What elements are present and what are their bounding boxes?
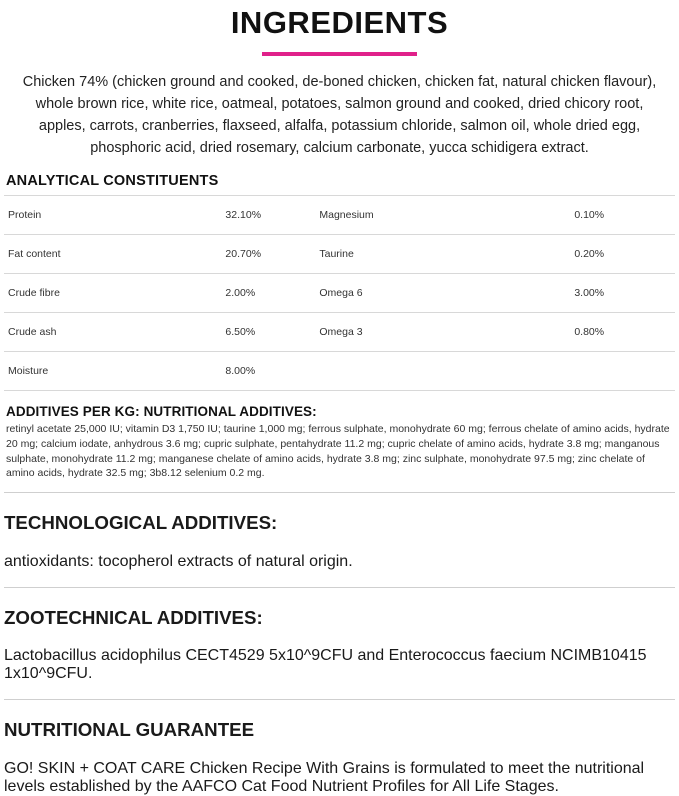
zootechnical-additives-block — [4, 607, 675, 684]
constituent-value: 2.00% — [225, 273, 319, 312]
constituent-name: Taurine — [319, 234, 574, 273]
constituent-name: Crude fibre — [4, 273, 225, 312]
nutritional-guarantee-heading: NUTRITIONAL GUARANTEE — [4, 718, 255, 740]
nutritional-guarantee-block — [4, 719, 675, 796]
constituent-value — [574, 351, 675, 390]
zootechnical-additives-text: Lactobacillus acidophilus CECT4529 5x10^9CFU and Enterococcus faecium NCIMB10415 1x10^9CFU. — [4, 647, 647, 683]
table-row — [4, 312, 675, 351]
constituent-value: 0.10% — [574, 195, 675, 234]
zootechnical-additives-heading: ZOOTECHNICAL ADDITIVES: — [4, 606, 263, 628]
constituent-name — [319, 351, 574, 390]
constituent-name: Protein — [4, 195, 225, 234]
technological-additives-heading: TECHNOLOGICAL ADDITIVES: — [4, 512, 278, 534]
table-row — [4, 273, 675, 312]
technological-additives-text: antioxidants: tocopherol extracts of natural origin. — [4, 552, 353, 570]
ingredients-paragraph: Chicken 74% (chicken ground and cooked, de-boned chicken, chicken fat, natural chicken flavour), whole brown rice, white rice, oatmeal, potatoes, salmon ground and cooked, dried chicory root, apples, carrots, cranberries, flaxseed, alfalfa, potassium chloride, salmon oil, whole dried egg, phosphoric acid, dried rosemary, calcium carbonate, yucca schidigera extract. — [22, 73, 657, 156]
table-row — [4, 234, 675, 273]
constituent-value: 6.50% — [225, 312, 319, 351]
nutritional-additives-block — [4, 404, 675, 482]
page-title: INGREDIENTS — [230, 5, 449, 40]
constituent-name: Omega 6 — [319, 273, 574, 312]
technological-additives-block — [4, 512, 675, 571]
table-row — [4, 195, 675, 234]
constituent-name: Magnesium — [319, 195, 574, 234]
title-underline-rule — [262, 52, 417, 56]
product-info-page — [0, 5, 679, 795]
section-divider — [4, 699, 675, 700]
section-divider — [4, 492, 675, 493]
constituent-value: 32.10% — [225, 195, 319, 234]
nutritional-additives-text: retinyl acetate 25,000 IU; vitamin D3 1,750 IU; taurine 1,000 mg; ferrous sulphate, monohydrate 60 mg; ferrous chelate of amino acids, hydrate 20 mg; calcium iodate, anhydrous 3.6 mg; cupric sulphate, pentahydrate 11.2 mg; cupric chelate of amino acids, hydrate 3.8 mg; manganous sulphate, monohydrate 11.2 mg; manganese chelate of amino acids, hydrate 3.8 mg; zinc sulphate, monohydrate 97.5 mg; zinc chelate of amino acids, hydrate 32.5 mg; 3b8.12 selenium 0.2 mg. — [6, 422, 670, 480]
constituent-value: 20.70% — [225, 234, 319, 273]
nutritional-additives-heading: ADDITIVES PER KG: NUTRITIONAL ADDITIVES: — [6, 403, 317, 419]
nutritional-guarantee-text: GO! SKIN + COAT CARE Chicken Recipe With Grains is formulated to meet the nutritional levels established by the AAFCO Cat Food Nutrient Profiles for All Life Stages. — [4, 759, 645, 795]
section-divider — [4, 587, 675, 588]
constituent-value: 0.80% — [574, 312, 675, 351]
constituent-value: 8.00% — [225, 351, 319, 390]
analytical-constituents-heading: ANALYTICAL CONSTITUENTS — [6, 172, 219, 189]
constituent-name: Moisture — [4, 351, 225, 390]
analytical-constituents-table — [4, 195, 675, 391]
constituent-value: 3.00% — [574, 273, 675, 312]
constituent-name: Omega 3 — [319, 312, 574, 351]
constituent-name: Crude ash — [4, 312, 225, 351]
constituent-name: Fat content — [4, 234, 225, 273]
constituent-value: 0.20% — [574, 234, 675, 273]
table-row — [4, 351, 675, 390]
